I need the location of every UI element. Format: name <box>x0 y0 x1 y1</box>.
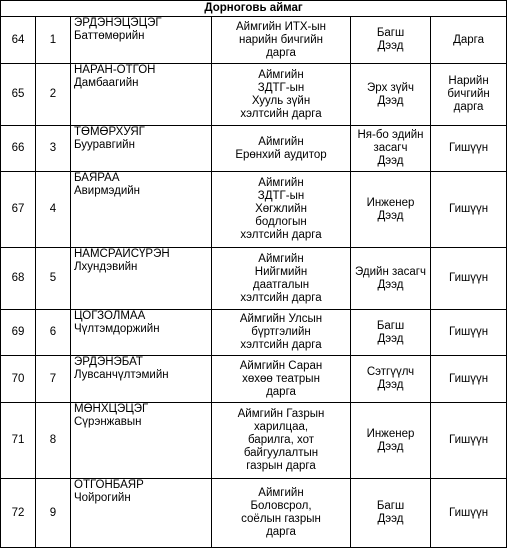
member-position-line: хэлтсийн дарга <box>240 107 322 120</box>
member-position-line: Ерөнхий аудитор <box>235 148 327 161</box>
table-row <box>1 126 507 172</box>
member-position-line: дарга <box>266 46 296 59</box>
member-name-line: БАЯРАА <box>74 172 120 184</box>
member-degree <box>351 356 431 403</box>
member-position-line: дарга <box>266 385 296 398</box>
member-position-line: барилга, хот <box>247 434 314 446</box>
member-position-line: Нийгмийн <box>254 265 308 278</box>
member-name-line: ЦОГЗОЛМАА <box>74 310 146 322</box>
member-role-line: Дарга <box>453 33 484 46</box>
row-number-line: 66 <box>11 142 25 154</box>
member-position-line: хэлтсийн дарга <box>240 291 322 304</box>
member-degree <box>351 17 431 64</box>
row-number <box>1 172 36 248</box>
member-role-line: Гишүүн <box>448 506 489 519</box>
member-role <box>431 356 507 403</box>
table-header-row <box>1 1 507 17</box>
table-row <box>1 172 507 248</box>
member-degree-line: Дээд <box>377 332 404 345</box>
table-row <box>1 479 507 548</box>
row-number <box>1 479 36 548</box>
row-number <box>1 64 36 126</box>
member-role-line: Гишүүн <box>448 434 489 446</box>
member-degree <box>351 479 431 548</box>
member-degree-line: Багш <box>376 500 405 512</box>
member-name <box>71 310 212 356</box>
row-index <box>36 310 71 356</box>
row-index-line: 7 <box>49 372 57 385</box>
member-position-line: Аймгийн Улсын <box>239 313 323 325</box>
member-name <box>71 126 212 172</box>
member-degree <box>351 172 431 248</box>
member-degree-line: Багш <box>376 319 405 332</box>
row-number <box>1 17 36 64</box>
member-position-line: Аймгийн <box>258 252 304 265</box>
member-position-line: Аймгийн <box>258 135 304 148</box>
member-role <box>431 248 507 310</box>
member-position-line: Боловсрол, <box>250 500 312 512</box>
member-position <box>212 172 351 248</box>
member-role-line: Гишүүн <box>448 142 489 154</box>
member-role <box>431 126 507 172</box>
row-index <box>36 126 71 172</box>
member-degree-line: Дээд <box>377 40 404 52</box>
member-name-line: МӨНХЦЭЦЭГ <box>74 403 149 415</box>
member-degree <box>351 126 431 172</box>
member-position-line: ЗДТГ-ын <box>257 190 305 202</box>
row-number-line: 70 <box>11 372 25 385</box>
member-degree <box>351 64 431 126</box>
member-name <box>71 248 212 310</box>
row-number <box>1 403 36 479</box>
member-name-line: Сүрэнжавын <box>74 416 142 428</box>
member-name-line: НАМСРАЙСҮРЭН <box>74 248 170 260</box>
member-name-line: ЭРДЭНЭБАТ <box>74 356 143 368</box>
member-name <box>71 172 212 248</box>
row-number <box>1 248 36 310</box>
member-role-line: Гишүүн <box>448 372 489 385</box>
member-degree-line: Дээд <box>377 94 404 107</box>
member-name-line: Бууравгийн <box>74 139 135 151</box>
member-position <box>212 248 351 310</box>
row-number-line: 69 <box>11 326 25 338</box>
member-role-line: Гишүүн <box>448 272 489 284</box>
member-position-line: хэлтсийн дарга <box>240 229 322 241</box>
member-position <box>212 356 351 403</box>
row-index-line: 8 <box>49 434 57 446</box>
member-degree <box>351 403 431 479</box>
member-name <box>71 479 212 548</box>
table-row <box>1 310 507 356</box>
member-degree-line: Эрх зүйч <box>367 81 414 94</box>
member-role <box>431 310 507 356</box>
row-index <box>36 64 71 126</box>
member-position-line: нарийн бичгийн <box>239 33 323 46</box>
member-degree-line: Дээд <box>377 209 404 222</box>
member-position-line: газрын дарга <box>246 460 316 472</box>
row-number-line: 68 <box>11 272 25 284</box>
member-position <box>212 479 351 548</box>
member-degree-line: засагч <box>373 142 408 154</box>
member-position-line: Аймгийн Газрын <box>237 408 325 420</box>
member-position <box>212 403 351 479</box>
row-number-line: 67 <box>11 203 25 215</box>
table-row <box>1 248 507 310</box>
member-degree-line: Ня-бо эдийн <box>357 129 424 141</box>
member-name-line: Лхундэвийн <box>74 261 138 273</box>
member-position-line: Аймгийн ИТХ-ын <box>236 20 326 33</box>
row-index <box>36 172 71 248</box>
member-degree-line: Дээд <box>377 440 404 453</box>
member-position-line: ЗДТГ-ын <box>257 81 305 94</box>
member-position-line: хэлтсийн дарга <box>240 339 322 351</box>
row-number <box>1 356 36 403</box>
member-position-line: соёлын газрын <box>241 513 321 525</box>
member-position-line: Хөгжлийн <box>255 203 307 215</box>
row-index <box>36 356 71 403</box>
table-row <box>1 356 507 403</box>
member-role-line: дарга <box>453 101 484 113</box>
row-number <box>1 310 36 356</box>
member-name-line: Баттөмөрийн <box>74 30 145 42</box>
member-degree-line: Эдийн засагч <box>355 265 426 278</box>
row-index-line: 2 <box>49 88 57 100</box>
section-title: Дорноговь аймаг <box>1 1 507 17</box>
member-name-line: Чүлтэмдоржийн <box>74 323 160 335</box>
member-role-line: бичгийн <box>447 88 490 100</box>
row-index-line: 1 <box>49 33 57 46</box>
row-index <box>36 248 71 310</box>
member-name-line: Лувсанчүлтэмийн <box>74 369 169 381</box>
member-role <box>431 172 507 248</box>
row-index-line: 5 <box>49 272 57 284</box>
row-index <box>36 479 71 548</box>
member-name <box>71 64 212 126</box>
member-position-line: Аймгийн <box>258 68 304 81</box>
row-number-line: 64 <box>11 33 25 46</box>
row-index-line: 9 <box>49 506 57 519</box>
row-index-line: 6 <box>49 326 57 338</box>
row-number <box>1 126 36 172</box>
member-position-line: хөхөө театрын <box>242 372 320 385</box>
row-number-line: 71 <box>11 434 25 446</box>
member-position-line: Аймгийн Саран <box>239 359 323 372</box>
row-number-line: 65 <box>11 88 25 100</box>
member-name-line: ТӨМӨРХУЯГ <box>74 126 145 138</box>
member-name <box>71 403 212 479</box>
member-name-line: ЭРДЭНЭЦЭЦЭГ <box>74 17 162 29</box>
member-degree-line: Инженер <box>366 427 415 440</box>
row-number-line: 72 <box>11 506 25 519</box>
table-row <box>1 17 507 64</box>
member-degree <box>351 248 431 310</box>
row-index <box>36 403 71 479</box>
row-index-line: 4 <box>49 203 57 215</box>
member-name <box>71 17 212 64</box>
member-name-line: НАРАН-ОТГОН <box>74 64 156 76</box>
row-index <box>36 17 71 64</box>
member-position-line: даатгалын <box>252 278 310 291</box>
member-degree-line: Дээд <box>377 278 404 291</box>
member-name <box>71 356 212 403</box>
member-position-line: Аймгийн <box>258 177 304 189</box>
member-degree <box>351 310 431 356</box>
row-index-line: 3 <box>49 142 57 154</box>
member-name-line: ОТГОНБАЯР <box>74 479 144 491</box>
member-role <box>431 17 507 64</box>
member-role-line: Нарийн <box>448 75 489 87</box>
member-degree-line: Дээд <box>377 379 404 391</box>
member-position <box>212 64 351 126</box>
member-role-line: Гишүүн <box>448 203 489 215</box>
member-position-line: Хууль зүйн <box>251 94 311 107</box>
member-degree-line: Дээд <box>377 513 404 525</box>
member-degree-line: Дээд <box>377 155 404 167</box>
member-role-line: Гишүүн <box>448 326 489 338</box>
member-position <box>212 126 351 172</box>
member-role <box>431 403 507 479</box>
member-position-line: харилцаа, <box>253 421 309 433</box>
member-position-line: бүртгэлийн <box>251 326 311 338</box>
member-role <box>431 479 507 548</box>
member-position-line: Аймгийн <box>258 487 304 499</box>
member-position <box>212 17 351 64</box>
member-position-line: бодлогын <box>255 216 307 228</box>
member-degree-line: Инженер <box>366 196 415 209</box>
member-degree-line: Сэтгүүлч <box>366 366 415 378</box>
member-name-line: Дамбаагийн <box>74 77 139 89</box>
table-row <box>1 64 507 126</box>
member-degree-line: Багш <box>376 27 405 39</box>
member-position-line: байгуулалтын <box>243 447 319 459</box>
member-position-line: дарга <box>266 526 296 538</box>
member-name-line: Чойрогийн <box>74 492 131 504</box>
member-role <box>431 64 507 126</box>
member-position <box>212 310 351 356</box>
table-row <box>1 403 507 479</box>
member-name-line: Авирмэдийн <box>74 185 141 197</box>
